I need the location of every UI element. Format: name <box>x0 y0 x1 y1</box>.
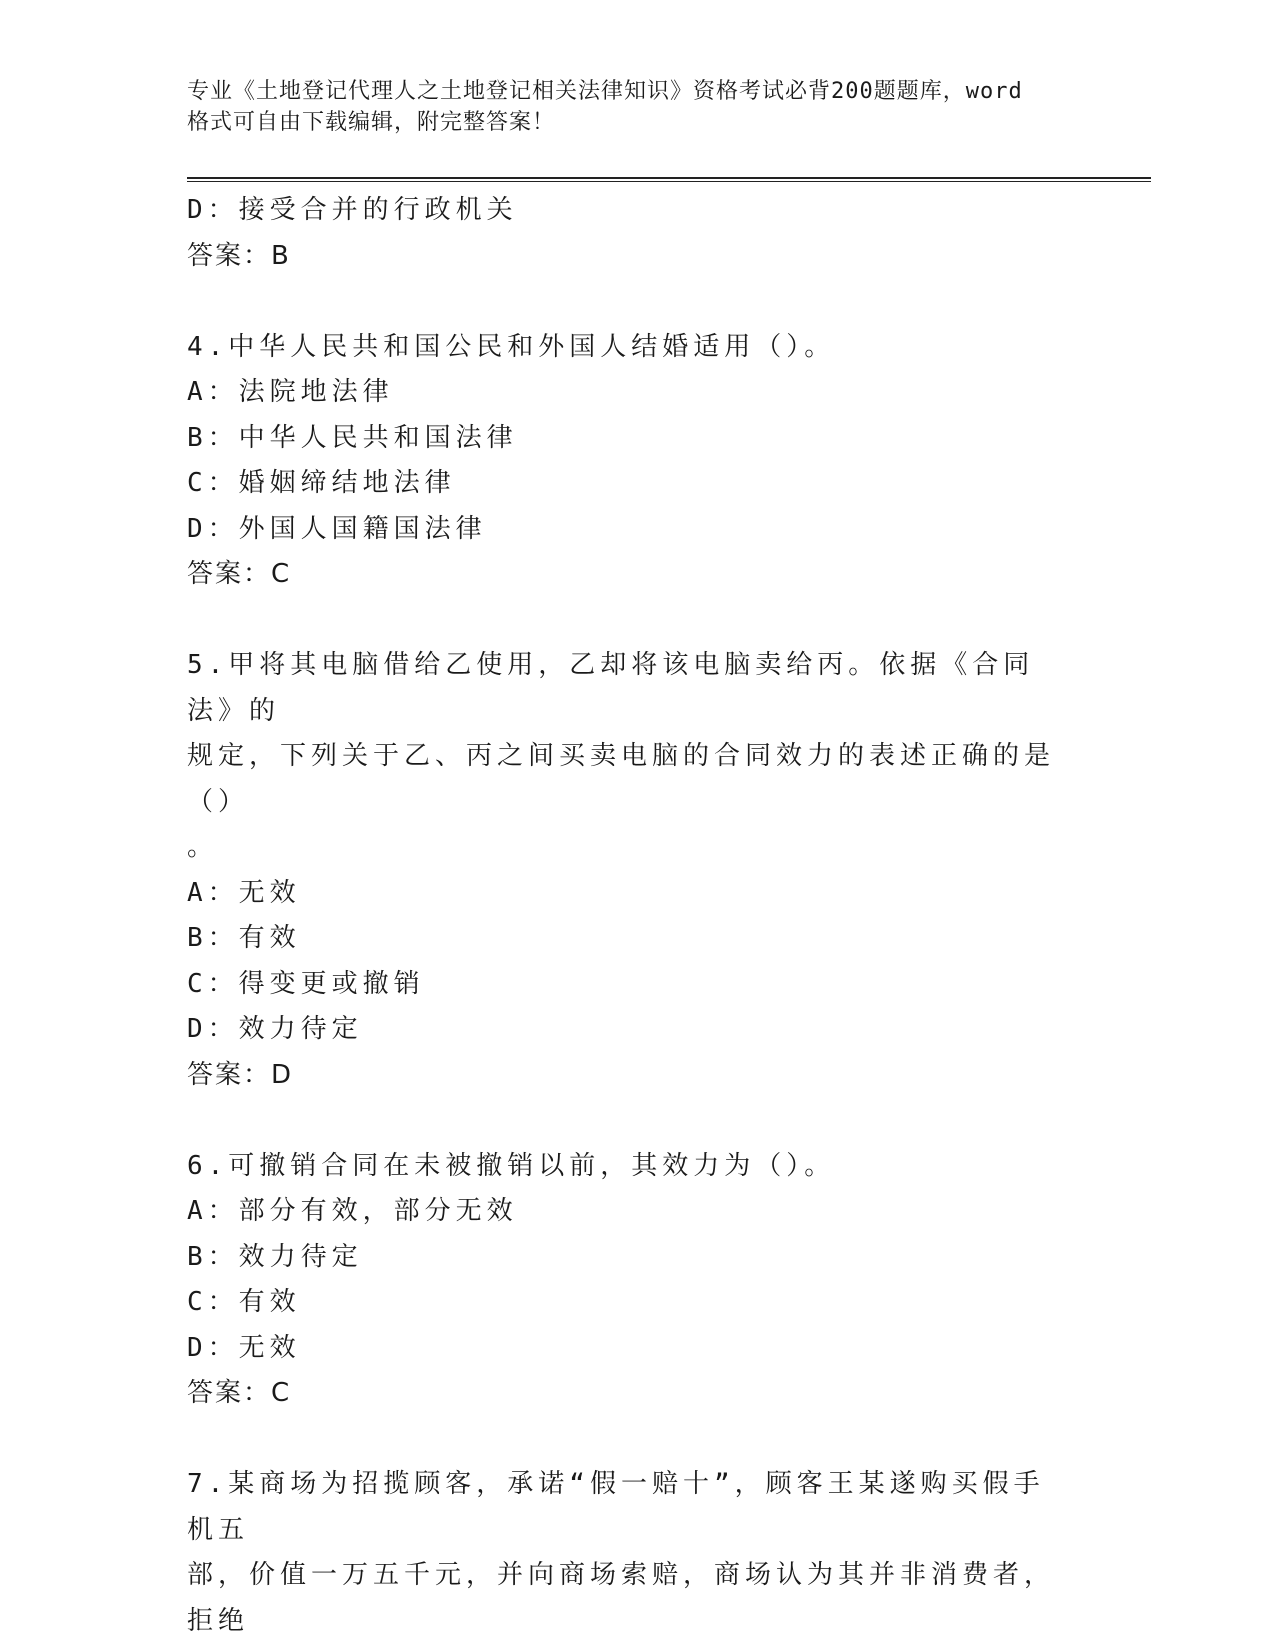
option-b: B：有效 <box>187 923 301 953</box>
previous-question-tail <box>187 188 1067 279</box>
question-stem-line-2: 部，价值一万五千元，并向商场索赔，商场认为其并非消费者，拒绝 <box>187 1560 1056 1636</box>
question-5 <box>187 643 1067 1098</box>
document-body <box>187 188 1067 1644</box>
question-stem: 6.可撤销合同在未被撤销以前，其效力为（）。 <box>187 1150 836 1181</box>
header-title-line-2: 格式可自由下载编辑，附完整答案！ <box>187 110 556 135</box>
question-stem-line-2: 规定，下列关于乙、丙之间买卖电脑的合同效力的表述正确的是（） <box>187 741 1056 817</box>
option-b: B：效力待定 <box>187 1241 363 1272</box>
option-c: C：婚姻缔结地法律 <box>187 468 456 498</box>
header-title-line-1: 专业《土地登记代理人之土地登记相关法律知识》资格考试必背200题题库，word <box>187 79 1023 104</box>
answer-line: 答案：D <box>187 1059 294 1090</box>
option-d: D：外国人国籍国法律 <box>187 513 487 544</box>
option-d: D：接受合并的行政机关 <box>187 195 518 225</box>
question-stem-line-3: 。 <box>187 832 219 862</box>
question-4 <box>187 325 1067 598</box>
document-header <box>187 76 1087 138</box>
option-a: A：部分有效，部分无效 <box>187 1196 518 1226</box>
option-d: D：效力待定 <box>187 1014 363 1044</box>
option-d: D：无效 <box>187 1332 301 1363</box>
question-7 <box>187 1462 1067 1644</box>
question-6 <box>187 1144 1067 1417</box>
question-stem-line-1: 5.甲将其电脑借给乙使用，乙却将该电脑卖给丙。依据《合同法》的 <box>187 650 1035 726</box>
option-a: A：法院地法律 <box>187 377 394 407</box>
option-b: B：中华人民共和国法律 <box>187 422 518 453</box>
answer-line: 答案：C <box>187 559 292 589</box>
answer-line: 答案：B <box>187 240 291 271</box>
option-a: A：无效 <box>187 877 301 908</box>
header-divider <box>187 177 1151 182</box>
option-c: C：有效 <box>187 1287 301 1317</box>
answer-line: 答案：C <box>187 1378 292 1408</box>
question-stem-line-1: 7.某商场为招揽顾客，承诺“假一赔十”，顾客王某遂购买假手机五 <box>187 1469 1045 1545</box>
question-stem: 4.中华人民共和国公民和外国人结婚适用（）。 <box>187 331 836 362</box>
option-c: C：得变更或撤销 <box>187 968 425 999</box>
